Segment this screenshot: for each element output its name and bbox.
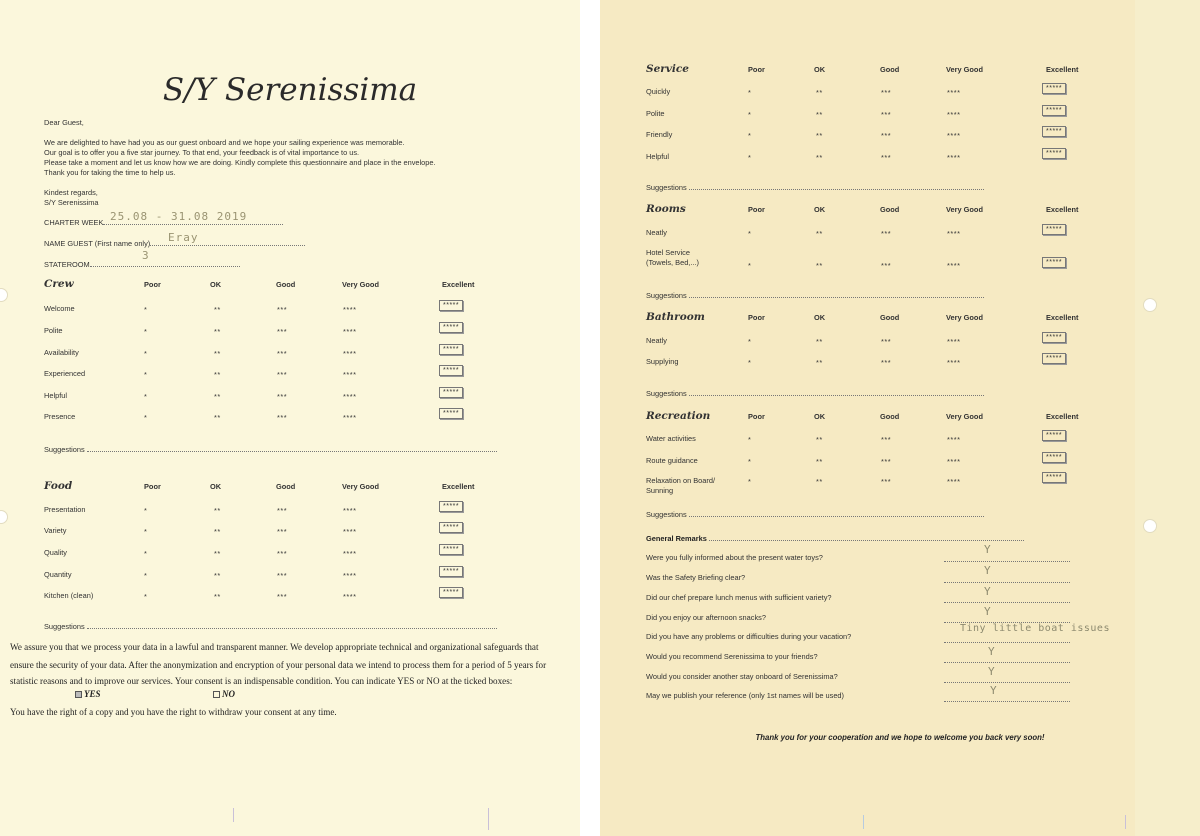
rating-good[interactable]: *** [277, 571, 288, 580]
rating-poor[interactable]: * [144, 527, 148, 536]
rating-good[interactable]: *** [881, 337, 892, 346]
rating-excellent-checked[interactable]: ***** [439, 344, 463, 355]
rating-very-good[interactable]: **** [947, 131, 961, 140]
rating-ok[interactable]: ** [214, 370, 221, 379]
col-very-good: Very Good [342, 482, 379, 491]
section-title: Food [44, 480, 73, 492]
rating-excellent-checked[interactable]: ***** [439, 544, 463, 555]
col-excellent: Excellent [1046, 65, 1079, 74]
rating-row [44, 412, 484, 434]
intro-line: Please take a moment and let us know how we are doing. Kindly complete this questionnaire and place in the envelope. [44, 158, 436, 167]
rating-good[interactable]: *** [277, 305, 288, 314]
rating-poor[interactable]: * [144, 506, 148, 515]
col-excellent: Excellent [1046, 205, 1079, 214]
rating-excellent-checked[interactable]: ***** [1042, 83, 1066, 94]
rating-very-good[interactable]: **** [947, 358, 961, 367]
rating-poor[interactable]: * [748, 477, 752, 486]
question: Would you consider another stay onboard of Serenissima? [646, 672, 838, 681]
answer[interactable]: Tiny little boat issues [960, 623, 1110, 634]
row-label: Water activities [646, 434, 696, 443]
question: Did our chef prepare lunch menus with sufficient variety? [646, 593, 832, 602]
answer[interactable]: Y [984, 543, 991, 556]
rating-poor[interactable]: * [144, 571, 148, 580]
col-very-good: Very Good [946, 205, 983, 214]
row-label-line: Sunning [646, 486, 674, 495]
section-title: Recreation [646, 410, 711, 422]
scan-mark [1125, 815, 1126, 829]
rating-excellent-checked[interactable]: ***** [439, 587, 463, 598]
rating-ok[interactable]: ** [816, 457, 823, 466]
rating-row [646, 109, 1086, 131]
paper-edge [1135, 0, 1200, 836]
field-label: CHARTER WEEK [44, 218, 104, 227]
rating-poor[interactable]: * [144, 392, 148, 401]
rating-row [646, 228, 1086, 250]
rating-ok[interactable]: ** [816, 435, 823, 444]
question: Was the Safety Briefing clear? [646, 573, 746, 582]
question: Would you recommend Serenissima to your friends? [646, 652, 818, 661]
crew-section [44, 278, 564, 448]
rating-row [646, 130, 1086, 152]
rating-poor[interactable]: * [748, 131, 752, 140]
rating-ok[interactable]: ** [816, 110, 823, 119]
answer[interactable]: Y [988, 665, 995, 678]
row-label: Kitchen (clean) [44, 591, 94, 600]
rating-good[interactable]: *** [881, 261, 892, 270]
rating-poor[interactable]: * [144, 349, 148, 358]
rating-row [646, 476, 1086, 504]
row-label: Presentation [44, 505, 86, 514]
rating-poor[interactable]: * [144, 327, 148, 336]
rating-very-good[interactable]: **** [343, 413, 357, 422]
rating-poor[interactable]: * [144, 592, 148, 601]
rating-ok[interactable]: ** [214, 506, 221, 515]
row-label: Quality [44, 548, 68, 557]
rating-excellent-checked[interactable]: ***** [1042, 105, 1066, 116]
row-label: Welcome [44, 304, 75, 313]
suggestions-label: Suggestions [646, 510, 687, 519]
rating-ok[interactable]: ** [816, 477, 823, 486]
row-label: Quickly [646, 87, 671, 96]
row-label: Friendly [646, 130, 673, 139]
rating-good[interactable]: *** [277, 327, 288, 336]
col-good: Good [880, 205, 900, 214]
intro-letter [44, 118, 564, 178]
rating-very-good[interactable]: **** [947, 153, 961, 162]
rating-good[interactable]: *** [277, 349, 288, 358]
consent-options [75, 689, 235, 699]
answer-line[interactable] [944, 693, 1070, 702]
rating-row [44, 391, 484, 413]
col-excellent: Excellent [442, 280, 475, 289]
right-page [600, 0, 1200, 836]
rating-good[interactable]: *** [881, 477, 892, 486]
rooms-section [646, 203, 1096, 283]
col-very-good: Very Good [946, 65, 983, 74]
rating-very-good[interactable]: **** [947, 261, 961, 270]
row-label-line: (Towels, Bed,...) [646, 258, 699, 267]
doc-title: S/Y Serenissima [162, 72, 418, 108]
crew-suggestions[interactable] [44, 444, 497, 454]
rating-excellent-checked[interactable]: ***** [1042, 430, 1066, 441]
row-label-line: Relaxation on Board/ [646, 476, 716, 485]
rating-row [44, 348, 484, 370]
rating-row [44, 304, 484, 326]
rooms-suggestions[interactable] [646, 290, 984, 300]
row-label [646, 248, 699, 268]
rating-ok[interactable]: ** [214, 305, 221, 314]
rating-very-good[interactable]: **** [947, 337, 961, 346]
section-title: Bathroom [646, 311, 705, 323]
rating-ok[interactable]: ** [214, 392, 221, 401]
rating-good[interactable]: *** [881, 153, 892, 162]
section-title: Crew [44, 278, 74, 290]
rating-excellent-checked[interactable]: ***** [439, 522, 463, 533]
suggestions-label: Suggestions [44, 445, 85, 454]
row-label: Polite [44, 326, 63, 335]
rating-very-good[interactable]: **** [947, 435, 961, 444]
col-poor: Poor [144, 482, 161, 491]
rating-ok[interactable]: ** [816, 153, 823, 162]
bathroom-section [646, 311, 1096, 371]
rating-row [646, 87, 1086, 109]
col-good: Good [276, 280, 296, 289]
rating-very-good[interactable]: **** [947, 110, 961, 119]
row-label: Helpful [646, 152, 670, 161]
rating-very-good[interactable]: **** [343, 370, 357, 379]
col-good: Good [880, 412, 900, 421]
rating-good[interactable]: *** [881, 435, 892, 444]
section-header [44, 480, 564, 492]
intro-line: Our goal is to offer you a five star journey. To that end, your feedback is of vital importance to us. [44, 148, 360, 157]
scan-mark [488, 808, 489, 830]
section-header [646, 311, 1096, 323]
col-good: Good [880, 65, 900, 74]
col-poor: Poor [748, 65, 765, 74]
left-page [0, 0, 580, 836]
consent-yes-label: YES [84, 689, 101, 699]
rating-very-good[interactable]: **** [947, 457, 961, 466]
answer-line[interactable] [944, 674, 1070, 683]
suggestions-label: Suggestions [646, 183, 687, 192]
row-label: Polite [646, 109, 665, 118]
row-label: Route guidance [646, 456, 698, 465]
rating-poor[interactable]: * [748, 337, 752, 346]
rating-row [44, 369, 484, 391]
rating-good[interactable]: *** [277, 506, 288, 515]
question: May we publish your reference (only 1st names will be used) [646, 691, 844, 700]
general-remarks-label: General Remarks [646, 534, 707, 543]
rating-row [44, 591, 484, 613]
suggestions-label: Suggestions [646, 291, 687, 300]
answer-line[interactable] [944, 594, 1070, 603]
rating-good[interactable]: *** [277, 527, 288, 536]
answer[interactable]: Y [990, 684, 997, 697]
col-very-good: Very Good [342, 280, 379, 289]
rating-ok[interactable]: ** [816, 229, 823, 238]
answer[interactable]: Y [984, 564, 991, 577]
rating-excellent-checked[interactable]: ***** [1042, 332, 1066, 343]
section-title: Rooms [646, 203, 686, 215]
rating-row [646, 248, 1086, 276]
section-title: Service [646, 63, 689, 75]
rating-good[interactable]: *** [277, 392, 288, 401]
rating-row [646, 152, 1086, 174]
name-value[interactable]: Eray [168, 231, 199, 244]
signoff-line: S/Y Serenissima [44, 198, 99, 207]
col-poor: Poor [748, 313, 765, 322]
intro-line: We are delighted to have had you as our guest onboard and we hope your sailing experience was memorable. [44, 138, 405, 147]
col-poor: Poor [748, 205, 765, 214]
scan-mark [863, 815, 864, 829]
privacy-text: You have the right of a copy and you have the right to withdraw your consent at any time. [10, 707, 337, 717]
section-header [646, 203, 1096, 215]
rating-row [646, 336, 1086, 358]
rating-row [44, 505, 484, 527]
privacy-text: statistic reasons and to improve our services. Your consent is an indispensable condition. You can indicate YES or NO at the ticked boxes: [10, 676, 513, 686]
greeting: Dear Guest, [44, 118, 84, 127]
rating-ok[interactable]: ** [214, 327, 221, 336]
punch-hole [0, 288, 8, 302]
col-excellent: Excellent [1046, 412, 1079, 421]
row-label: Presence [44, 412, 76, 421]
rating-excellent-checked[interactable]: ***** [439, 300, 463, 311]
rating-ok[interactable]: ** [214, 549, 221, 558]
col-poor: Poor [748, 412, 765, 421]
rating-very-good[interactable]: **** [343, 549, 357, 558]
rating-very-good[interactable]: **** [343, 327, 357, 336]
col-ok: OK [814, 65, 826, 74]
charter-week-value[interactable]: 25.08 - 31.08 2019 [110, 210, 248, 223]
privacy-text: ensure the security of your data. After the anonymization and encryption of your personal data we intend to process them for a period of 5 years for [10, 660, 547, 670]
col-ok: OK [210, 482, 222, 491]
rating-ok[interactable]: ** [816, 88, 823, 97]
page-gutter [580, 0, 600, 836]
rating-excellent-checked[interactable]: ***** [439, 365, 463, 376]
col-ok: OK [814, 205, 826, 214]
rating-poor[interactable]: * [748, 358, 752, 367]
rating-good[interactable]: *** [881, 229, 892, 238]
rating-poor[interactable]: * [144, 413, 148, 422]
row-label: Availability [44, 348, 79, 357]
privacy-text: We assure you that we process your data in a lawful and transparent manner. We develop appropriate technical and organizational safeguards that [10, 642, 539, 652]
signoff-line: Kindest regards, [44, 188, 98, 197]
rating-very-good[interactable]: **** [947, 88, 961, 97]
col-excellent: Excellent [442, 482, 475, 491]
scan-mark [233, 808, 234, 822]
rating-very-good[interactable]: **** [343, 349, 357, 358]
row-label: Experienced [44, 369, 86, 378]
rating-ok[interactable]: ** [816, 337, 823, 346]
recreation-suggestions[interactable] [646, 509, 984, 519]
rating-ok[interactable]: ** [214, 571, 221, 580]
col-poor: Poor [144, 280, 161, 289]
signoff [44, 188, 99, 208]
thanks-footer: Thank you for your cooperation and we hope to welcome you back very soon! [755, 733, 1045, 742]
recreation-section [646, 410, 1096, 505]
rating-poor[interactable]: * [748, 229, 752, 238]
field-label: NAME GUEST (First name only) [44, 239, 151, 248]
rating-excellent-checked[interactable]: ***** [1042, 257, 1066, 268]
rating-very-good[interactable]: **** [343, 527, 357, 536]
rating-good[interactable]: *** [881, 110, 892, 119]
col-ok: OK [814, 412, 826, 421]
rating-row [646, 434, 1086, 456]
rating-good[interactable]: *** [881, 88, 892, 97]
rating-poor[interactable]: * [748, 153, 752, 162]
rating-excellent-checked[interactable]: ***** [439, 566, 463, 577]
rating-excellent-checked[interactable]: ***** [1042, 148, 1066, 159]
answer-line[interactable] [944, 574, 1070, 583]
answer-line[interactable] [944, 614, 1070, 623]
rating-poor[interactable]: * [144, 370, 148, 379]
rating-row [44, 570, 484, 592]
rating-very-good[interactable]: **** [343, 506, 357, 515]
answer-line[interactable] [944, 634, 1070, 643]
food-suggestions[interactable] [44, 621, 497, 631]
suggestions-label: Suggestions [646, 389, 687, 398]
col-good: Good [276, 482, 296, 491]
punch-hole [1143, 298, 1157, 312]
rating-poor[interactable]: * [748, 435, 752, 444]
rating-good[interactable]: *** [277, 549, 288, 558]
punch-hole [0, 510, 8, 524]
col-very-good: Very Good [946, 313, 983, 322]
rating-very-good[interactable]: **** [343, 305, 357, 314]
row-label [646, 476, 715, 496]
service-suggestions[interactable] [646, 182, 984, 192]
rating-excellent-checked[interactable]: ***** [439, 322, 463, 333]
stateroom-value[interactable]: 3 [142, 249, 150, 262]
section-header [44, 278, 564, 290]
answer-line[interactable] [944, 553, 1070, 562]
field-label: STATEROOM [44, 260, 90, 269]
rating-excellent-checked[interactable]: ***** [1042, 353, 1066, 364]
rating-very-good[interactable]: **** [947, 229, 961, 238]
rating-good[interactable]: *** [881, 131, 892, 140]
row-label-line: Hotel Service [646, 248, 690, 257]
question: Did you enjoy our afternoon snacks? [646, 613, 766, 622]
answer-line[interactable] [944, 654, 1070, 663]
rating-excellent-checked[interactable]: ***** [1042, 224, 1066, 235]
col-ok: OK [210, 280, 222, 289]
rating-poor[interactable]: * [144, 305, 148, 314]
general-remarks[interactable] [646, 533, 1024, 543]
row-label: Supplying [646, 357, 679, 366]
rating-poor[interactable]: * [144, 549, 148, 558]
col-very-good: Very Good [946, 412, 983, 421]
col-ok: OK [814, 313, 826, 322]
rating-poor[interactable]: * [748, 110, 752, 119]
row-label: Neatly [646, 228, 667, 237]
service-section [646, 63, 1096, 173]
rating-ok[interactable]: ** [214, 413, 221, 422]
rating-ok[interactable]: ** [214, 592, 221, 601]
rating-good[interactable]: *** [881, 457, 892, 466]
row-label: Neatly [646, 336, 667, 345]
col-excellent: Excellent [1046, 313, 1079, 322]
rating-good[interactable]: *** [277, 413, 288, 422]
rating-excellent-checked[interactable]: ***** [1042, 452, 1066, 463]
rating-good[interactable]: *** [277, 592, 288, 601]
rating-very-good[interactable]: **** [947, 477, 961, 486]
question: Did you have any problems or difficulties during your vacation? [646, 632, 852, 641]
rating-excellent-checked[interactable]: ***** [439, 501, 463, 512]
rating-good[interactable]: *** [277, 370, 288, 379]
rating-very-good[interactable]: **** [343, 392, 357, 401]
row-label: Variety [44, 526, 67, 535]
row-label: Helpful [44, 391, 68, 400]
rating-poor[interactable]: * [748, 457, 752, 466]
rating-ok[interactable]: ** [214, 349, 221, 358]
col-good: Good [880, 313, 900, 322]
rating-row [44, 548, 484, 570]
intro-line: Thank you for taking the time to help us. [44, 168, 176, 177]
rating-ok[interactable]: ** [816, 131, 823, 140]
food-section [44, 480, 564, 620]
rating-very-good[interactable]: **** [343, 571, 357, 580]
rating-ok[interactable]: ** [816, 358, 823, 367]
rating-ok[interactable]: ** [214, 527, 221, 536]
section-header [646, 63, 1096, 75]
rating-row [646, 456, 1086, 478]
consent-yes-checkbox[interactable] [75, 691, 82, 698]
rating-good[interactable]: *** [881, 358, 892, 367]
answer[interactable]: Y [984, 605, 991, 618]
bathroom-suggestions[interactable] [646, 388, 984, 398]
rating-poor[interactable]: * [748, 88, 752, 97]
rating-row [646, 357, 1086, 379]
rating-excellent-checked[interactable]: ***** [439, 408, 463, 419]
rating-very-good[interactable]: **** [343, 592, 357, 601]
answer[interactable]: Y [988, 645, 995, 658]
rating-excellent-checked[interactable]: ***** [439, 387, 463, 398]
rating-excellent-checked[interactable]: ***** [1042, 126, 1066, 137]
section-header [646, 410, 1096, 422]
suggestions-label: Suggestions [44, 622, 85, 631]
rating-row [44, 526, 484, 548]
row-label: Quantity [44, 570, 72, 579]
consent-no-checkbox[interactable] [213, 691, 220, 698]
rating-ok[interactable]: ** [816, 261, 823, 270]
question: Were you fully informed about the present water toys? [646, 553, 823, 562]
punch-hole [1143, 519, 1157, 533]
answer[interactable]: Y [984, 585, 991, 598]
consent-no-label: NO [222, 689, 236, 699]
rating-poor[interactable]: * [748, 261, 752, 270]
rating-excellent-checked[interactable]: ***** [1042, 472, 1066, 483]
rating-row [44, 326, 484, 348]
